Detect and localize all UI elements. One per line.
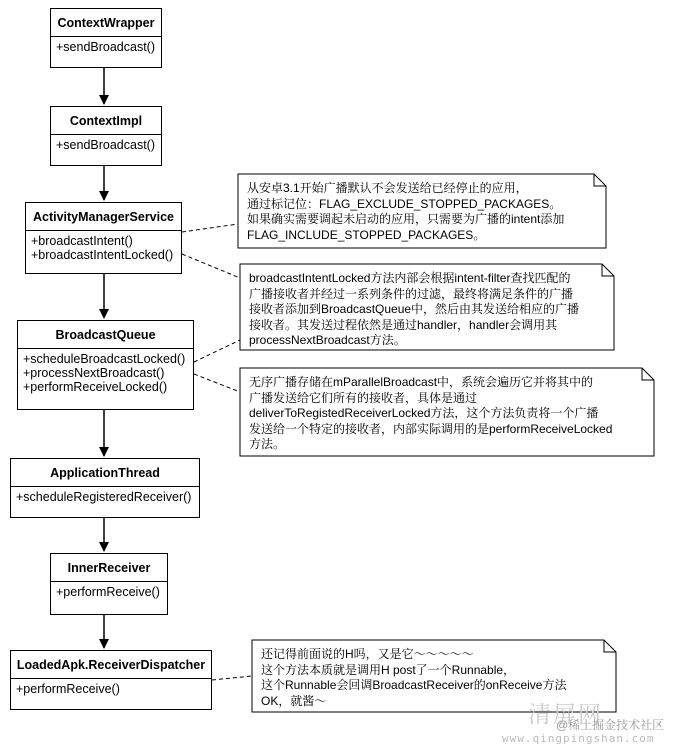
note-link-3 xyxy=(194,374,240,392)
note-line: 这个方法本质就是调用H post了一个Runnable， xyxy=(261,662,516,677)
class-operations xyxy=(26,231,181,265)
note-1 xyxy=(239,175,593,247)
class-title: ContextWrapper xyxy=(51,9,161,37)
class-operations xyxy=(11,487,199,507)
note-link-2a xyxy=(182,254,240,278)
note-3 xyxy=(241,369,641,455)
operation: +scheduleBroadcastLocked() xyxy=(23,352,186,366)
note-line: 接收者添加到BroadcastQueue中，然后由其发送给相应的广播 xyxy=(249,302,580,317)
note-line: 如果确实需要调起未启动的应用，只需要为广播的intent添加 xyxy=(247,212,565,227)
note-link-1 xyxy=(182,224,238,232)
note-line: OK，就酱～ xyxy=(261,693,327,708)
class-operations xyxy=(51,582,167,602)
note-line: 接收者。其发送过程依然是通过handler，handler会调用其 xyxy=(249,317,558,332)
note-line: 发送给一个特定的接收者，内部实际调用的是performReceiveLocked xyxy=(249,421,613,436)
note-line: 广播发送给它们所有的接收者，具体是通过 xyxy=(249,390,478,405)
note-line: processNextBroadcast方法。 xyxy=(249,333,406,348)
class-activitymanagerservice xyxy=(25,202,182,274)
class-contextimpl xyxy=(50,106,162,166)
operation: +processNextBroadcast() xyxy=(23,366,165,380)
operation: +performReceiveLocked() xyxy=(23,380,168,394)
watermark-url: www.qingpingshan.com xyxy=(502,732,655,745)
class-innerreceiver xyxy=(50,553,168,615)
class-title: ApplicationThread xyxy=(11,459,199,487)
watermark-community: @稀土掘金技术社区 xyxy=(556,718,665,732)
note-link-2b xyxy=(194,340,240,362)
note-line: 这个Runnable会回调BroadcastReceiver的onReceive方法 xyxy=(261,678,567,693)
class-title: ActivityManagerService xyxy=(26,203,181,231)
class-broadcastqueue xyxy=(17,320,194,410)
operation: +sendBroadcast() xyxy=(56,40,156,54)
note-line: 广播接收者并经过一系列条件的过滤，最终将满足条件的广播 xyxy=(249,286,574,301)
note-line: deliverToRegistedReceiverLocked方法，这个方法负责将一个广播 xyxy=(249,406,599,421)
class-title: BroadcastQueue xyxy=(18,321,193,349)
note-line: broadcastIntentLocked方法内部会根据intent-filter查找匹配的 xyxy=(249,271,571,285)
operation: +scheduleRegisteredReceiver() xyxy=(16,490,192,504)
operation: +broadcastIntent() xyxy=(31,234,133,248)
watermark-brand: 清屏网 xyxy=(528,701,603,727)
class-title: LoadedApk.ReceiverDispatcher xyxy=(11,651,211,679)
class-title: ContextImpl xyxy=(51,107,161,135)
class-operations xyxy=(51,37,161,57)
class-operations xyxy=(51,135,161,155)
class-operations xyxy=(11,679,211,699)
note-2 xyxy=(241,265,601,349)
note-line: 还记得前面说的H吗，又是它～～～～～ xyxy=(261,647,474,661)
class-contextwrapper xyxy=(50,8,162,68)
class-loadedapk-receiverdispatcher xyxy=(10,650,212,710)
operation: +sendBroadcast() xyxy=(56,138,156,152)
class-operations xyxy=(18,349,193,397)
note-line: 方法。 xyxy=(249,437,286,452)
operation: +performReceive() xyxy=(16,682,120,696)
note-line: 从安卓3.1开始广播默认不会发送给已经停止的应用， xyxy=(247,181,528,195)
note-link-4 xyxy=(212,676,252,680)
note-line: 无序广播存储在mParallelBroadcast中，系统会遍历它并将其中的 xyxy=(249,375,594,389)
class-applicationthread xyxy=(10,458,200,518)
class-title: InnerReceiver xyxy=(51,554,167,582)
operation: +performReceive() xyxy=(56,585,160,599)
operation: +broadcastIntentLocked() xyxy=(31,248,174,262)
note-line: FLAG_INCLUDE_STOPPED_PACKAGES。 xyxy=(247,227,486,242)
note-line: 通过标记位：FLAG_EXCLUDE_STOPPED_PACKAGES。 xyxy=(247,196,562,211)
